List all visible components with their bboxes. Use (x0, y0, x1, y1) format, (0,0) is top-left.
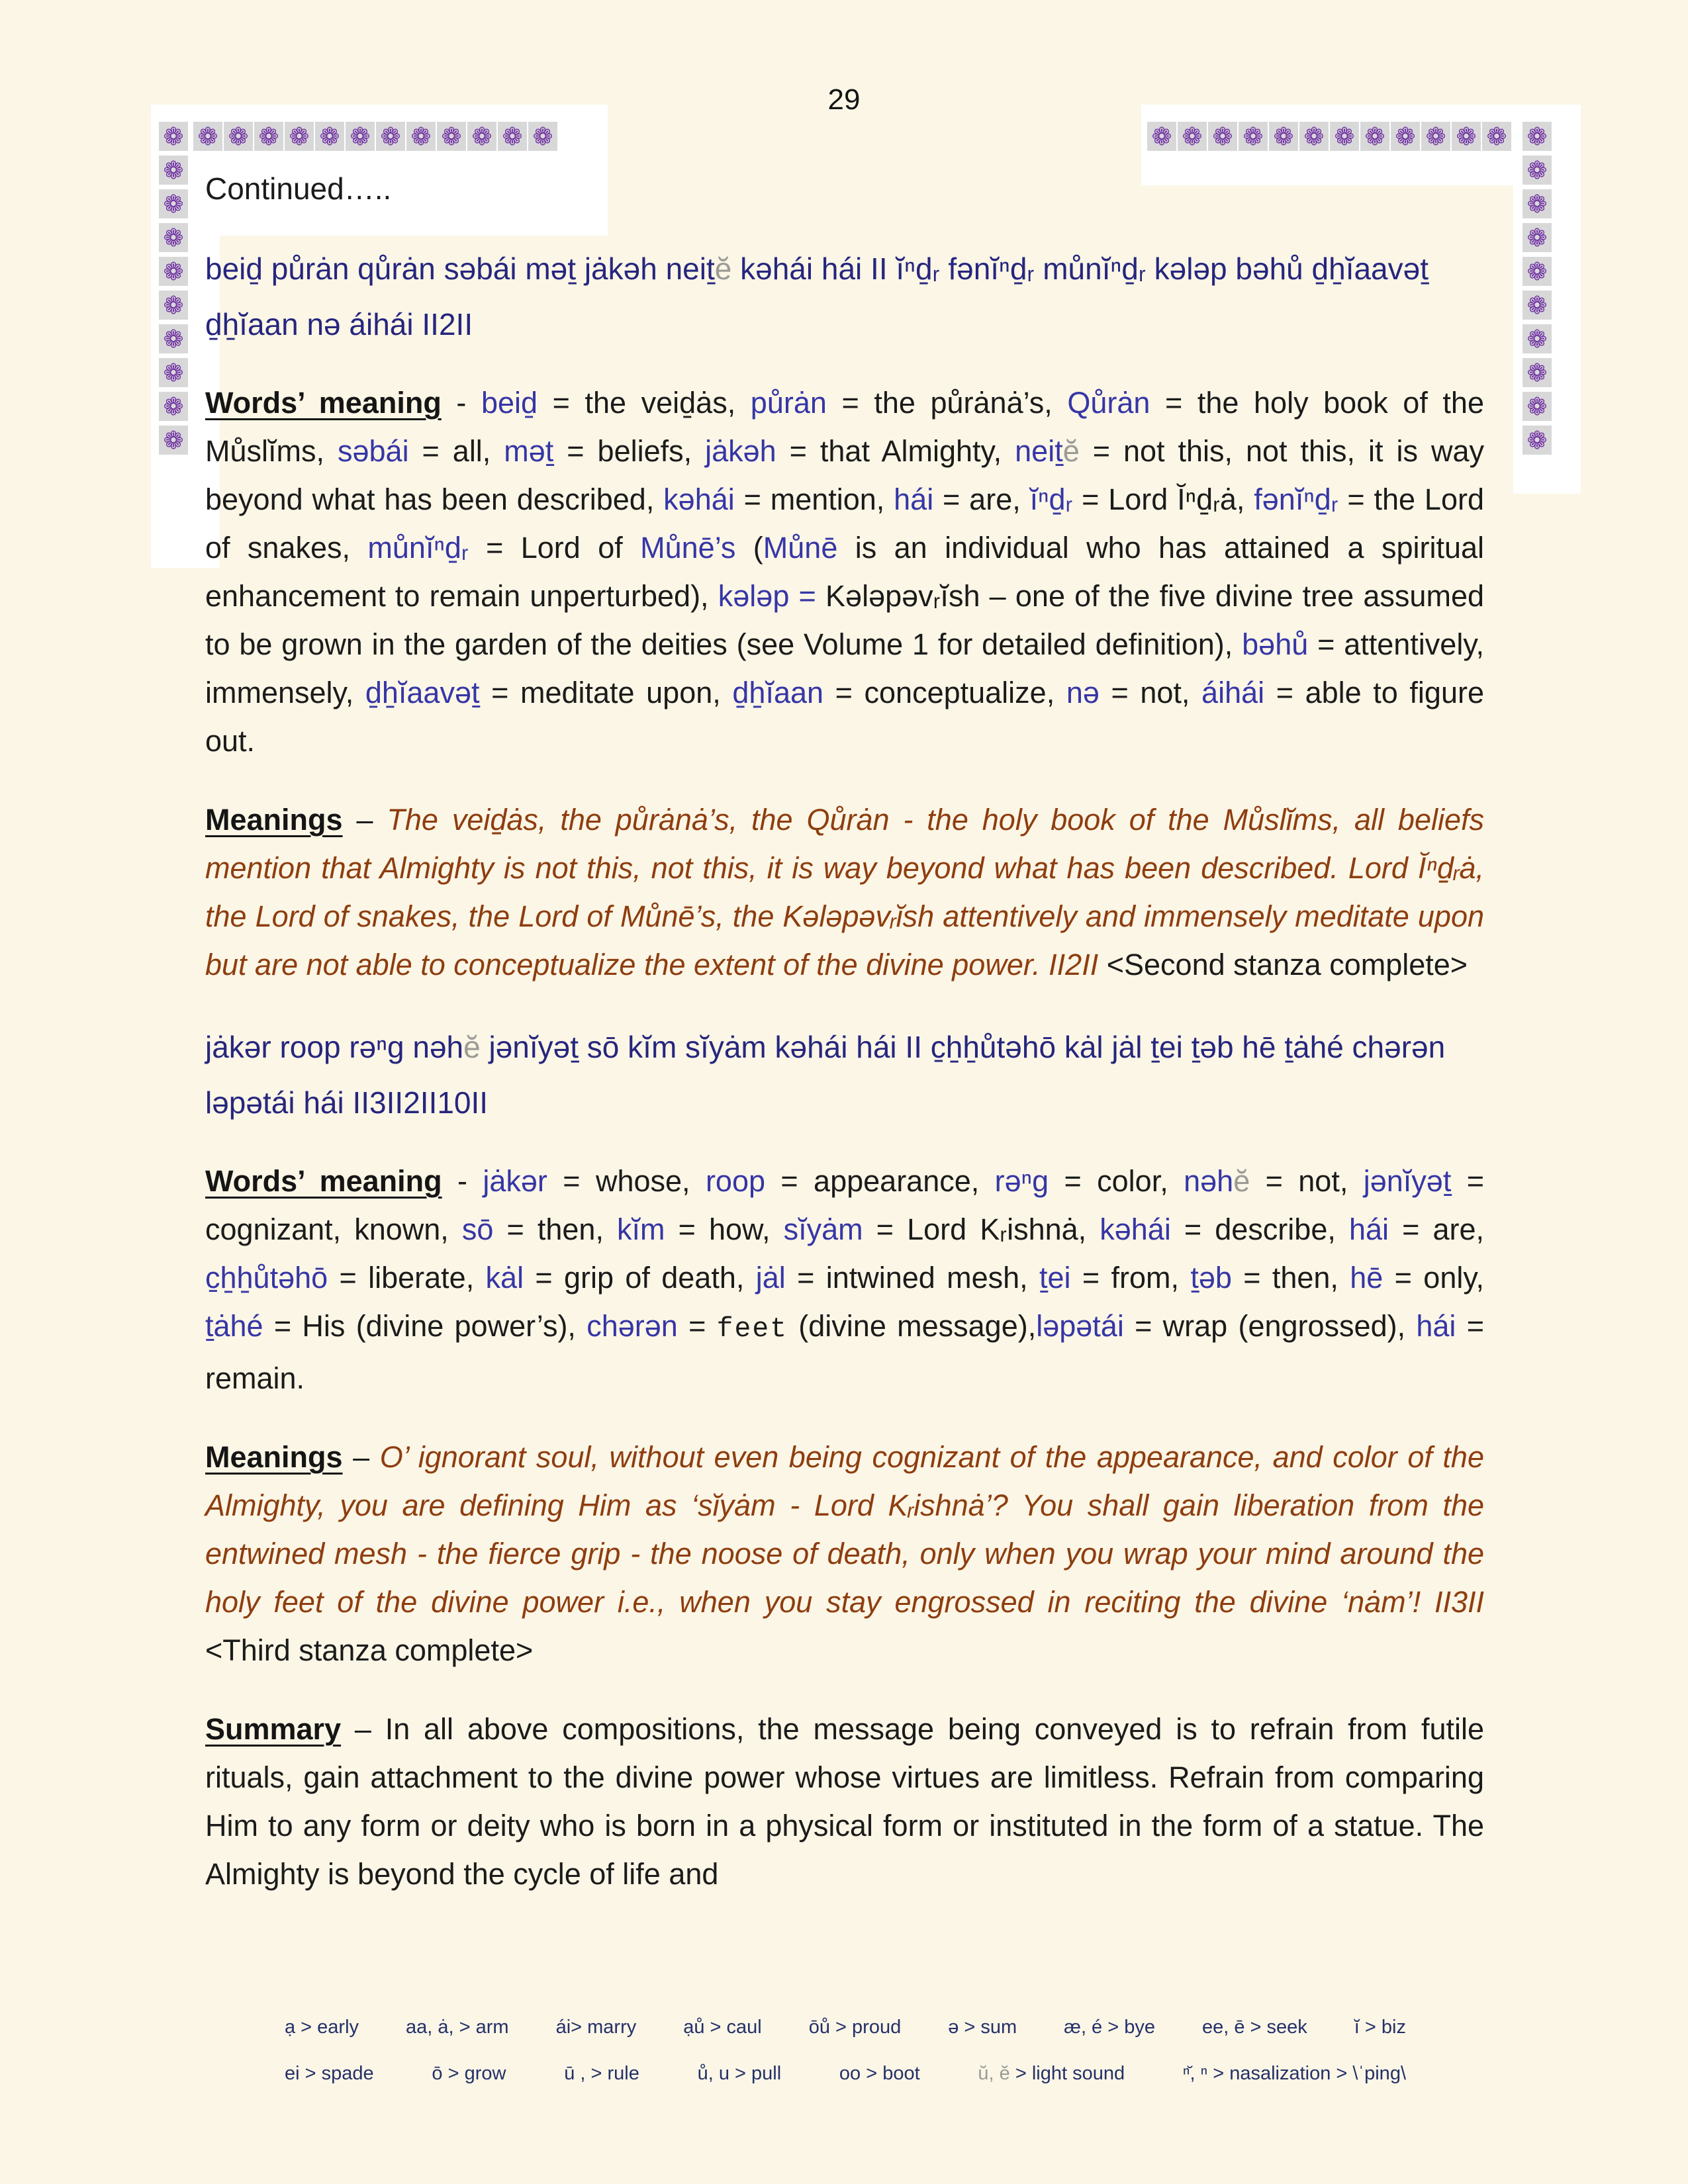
text-segment: – (342, 803, 387, 837)
text-segment: ĕ (1233, 1164, 1250, 1198)
text-segment: sĭyȧm (783, 1212, 863, 1246)
text-segment: ū , > rule (564, 2063, 639, 2084)
flower-ornament-icon: ❁ (1421, 122, 1450, 151)
text-segment: = not, (1099, 676, 1202, 709)
text-segment: = all, (408, 434, 504, 468)
text-segment: = (677, 1309, 717, 1343)
text-segment: (divine message), (788, 1309, 1037, 1343)
flower-ornament-icon: ❁ (159, 156, 188, 185)
text-segment: hái (1416, 1309, 1456, 1343)
text-segment: məṯ (504, 434, 554, 468)
text-segment: áihái (1201, 676, 1265, 709)
text-segment: = describe, (1170, 1212, 1349, 1246)
text-segment: = beliefs, (553, 434, 706, 468)
text-segment: = able to figure out. (205, 676, 1484, 758)
text-segment: ləpətái (1036, 1309, 1124, 1343)
flower-ornament-icon: ❁ (528, 122, 557, 151)
words-meaning-2 (205, 1157, 1484, 1402)
flower-ornament-icon: ❁ (1269, 122, 1298, 151)
border-top-right (1147, 122, 1511, 151)
text-segment: = meditate upon, (479, 676, 733, 709)
flower-ornament-icon: ❁ (1482, 122, 1511, 151)
text-segment: rəⁿg (994, 1164, 1049, 1198)
pronunciation-item (285, 2062, 374, 2085)
text-segment: ĕ (714, 251, 732, 286)
text-segment: ə > sum (948, 2017, 1017, 2038)
text-segment: hē (1350, 1261, 1383, 1295)
flower-ornament-icon: ❁ (159, 358, 188, 387)
text-segment: kələp (718, 579, 790, 613)
text-segment: kəhái (1100, 1212, 1171, 1246)
text-segment: Meanings (205, 1440, 343, 1474)
text-segment: = remain. (205, 1309, 1484, 1395)
text-segment: Words’ meaning (205, 1164, 442, 1198)
text-segment: ĭ > biz (1354, 2017, 1406, 2038)
text-segment: – In all above compositions, the message being conveyed is to refrain from futile rituals, gain attachment to the divine power whose virtues are limitless. Refrain from comparing Him to any form or deity who is born in a physical form or instituted in the form of a statue. The Almighty is beyond the cycle of life and (205, 1712, 1484, 1891)
flower-ornament-icon: ❁ (159, 291, 188, 320)
pronunciation-item (285, 2016, 359, 2038)
text-segment: = the holy book of the Můslĭms, (205, 386, 1484, 468)
text-segment: = from, (1070, 1261, 1191, 1295)
pronunciation-guide (285, 2016, 1406, 2085)
text-segment: neiṯ (1015, 434, 1063, 468)
text-segment: Words’ meaning (205, 386, 442, 420)
flower-ornament-icon: ❁ (1178, 122, 1207, 151)
flower-ornament-icon: ❁ (1523, 426, 1552, 455)
flower-ornament-icon: ❁ (1523, 392, 1552, 421)
flower-ornament-icon: ❁ (285, 122, 314, 151)
text-segment: roop (705, 1164, 766, 1198)
flower-ornament-icon: ❁ (159, 122, 188, 151)
text-segment: hái (894, 482, 934, 516)
pronunciation-item (1354, 2016, 1406, 2038)
text-segment: Můnē’s (640, 531, 736, 565)
flower-ornament-icon: ❁ (254, 122, 283, 151)
text-segment: nəh (1184, 1164, 1234, 1198)
flower-ornament-icon: ❁ (406, 122, 436, 151)
text-segment: = that Almighty, (776, 434, 1015, 468)
text-segment: ạ > early (285, 2017, 359, 2038)
text-segment: jȧkəh (705, 434, 776, 468)
text-segment: = then, (493, 1212, 618, 1246)
text-segment: = intwined mesh, (785, 1261, 1040, 1295)
text-segment: beiḏ (481, 386, 538, 420)
guide-row-2 (285, 2062, 1406, 2085)
text-segment: = not this, not this, it is way beyond what has been described, (205, 434, 1484, 516)
text-segment (789, 579, 798, 613)
flower-ornament-icon: ❁ (159, 257, 188, 286)
text-segment: = grip of death, (524, 1261, 756, 1295)
flower-ornament-icon: ❁ (1360, 122, 1389, 151)
text-segment: = then, (1231, 1261, 1350, 1295)
pronunciation-item (1064, 2016, 1155, 2038)
continued-label: Continued….. (205, 171, 392, 206)
verse-2 (205, 1019, 1484, 1130)
text-segment: jənĭyəṯ sō kĭm sĭyȧm kəhái hái II c̱ẖẖůtəhō kȧl jȧl ṯei ṯəb hē ṯȧhé chərən ləpətái hái II3II2II10II (205, 1030, 1446, 1120)
text-segment: jȧkər (483, 1164, 547, 1198)
flower-ornament-icon: ❁ (159, 426, 188, 455)
text-segment: = His (divine power’s), (263, 1309, 587, 1343)
text-segment: ĕ (1062, 434, 1080, 468)
text-segment: ů, u > pull (697, 2063, 782, 2084)
flower-ornament-icon: ❁ (1523, 156, 1552, 185)
text-segment: hái (1348, 1212, 1389, 1246)
text-segment: ạů > caul (683, 2017, 762, 2038)
text-segment: ei > spade (285, 2063, 374, 2084)
text-segment: - (442, 1164, 483, 1198)
text-segment: ee, ē > seek (1201, 2017, 1307, 2038)
text-segment: = the půrȧnȧ’s, (826, 386, 1068, 420)
text-segment: chərən (586, 1309, 678, 1343)
text-segment: kȧl (485, 1261, 524, 1295)
text-segment: nə (1066, 676, 1100, 709)
text-segment: = whose, (547, 1164, 706, 1198)
text-segment: c̱ẖẖůtəhō (205, 1261, 328, 1295)
pronunciation-item (556, 2016, 637, 2038)
text-segment: ŭ, ĕ (978, 2063, 1015, 2084)
guide-row-1 (285, 2016, 1406, 2038)
text-segment: = how, (665, 1212, 784, 1246)
flower-ornament-icon: ❁ (1330, 122, 1359, 151)
flower-ornament-icon: ❁ (1523, 291, 1552, 320)
meanings-2 (205, 1433, 1484, 1674)
content-blocks (205, 241, 1484, 1898)
flower-ornament-icon: ❁ (1239, 122, 1268, 151)
text-segment: ṯəb (1190, 1261, 1232, 1295)
flower-ornament-icon: ❁ (437, 122, 466, 151)
text-segment: = Lord of (468, 531, 641, 565)
flower-ornament-icon: ❁ (498, 122, 527, 151)
pronunciation-item (839, 2062, 920, 2085)
content (205, 171, 1484, 1929)
pronunciation-item (1202, 2016, 1307, 2038)
flower-ornament-icon: ❁ (346, 122, 375, 151)
text-segment: ō > grow (432, 2063, 506, 2084)
text-segment: = liberate, (328, 1261, 486, 1295)
pronunciation-item (1183, 2062, 1406, 2085)
pronunciation-item (564, 2062, 639, 2085)
border-top-left (193, 122, 557, 151)
flower-ornament-icon: ❁ (1391, 122, 1420, 151)
text-segment: beiḏ půrȧn qůrȧn səbái məṯ jȧkəh neiṯ (205, 251, 715, 286)
pronunciation-item (406, 2016, 509, 2038)
text-segment: Meanings (205, 803, 343, 837)
flower-ornament-icon: ❁ (193, 122, 222, 151)
pronunciation-item (698, 2062, 782, 2085)
pronunciation-item (948, 2016, 1017, 2038)
pronunciation-item (809, 2016, 901, 2038)
text-segment: ⁿ̆, ⁿ > nasalization > \ˈping\ (1182, 2063, 1406, 2084)
flower-ornament-icon: ❁ (1523, 122, 1552, 151)
text-segment: = only, (1383, 1261, 1485, 1295)
text-segment: bəhů (1242, 627, 1309, 661)
verse-1 (205, 241, 1484, 352)
pronunciation-item (978, 2062, 1125, 2085)
page-number: 29 (827, 83, 861, 116)
border-right (1523, 122, 1552, 455)
text-segment: ṯȧhé (205, 1309, 263, 1343)
flower-ornament-icon: ❁ (1523, 189, 1552, 218)
text-segment: = appearance, (765, 1164, 995, 1198)
text-segment: ĭⁿḏᵣ (1029, 482, 1073, 516)
text-segment: fənĭⁿḏᵣ (1254, 482, 1338, 516)
text-segment: > light sound (1015, 2063, 1125, 2084)
text-segment: ōů > proud (808, 2017, 902, 2038)
text-segment: půrȧn (750, 386, 827, 420)
text-segment: jȧkər roop rəⁿg nəh (205, 1030, 464, 1064)
text-segment: = the veiḏȧs, (538, 386, 751, 420)
text-segment: oo > boot (839, 2063, 920, 2084)
text-segment: səbái (337, 434, 409, 468)
text-segment: = are, (933, 482, 1030, 516)
text-segment: aa, ȧ, > arm (406, 2017, 509, 2038)
flower-ornament-icon: ❁ (467, 122, 496, 151)
text-segment: sō (461, 1212, 494, 1246)
text-segment: jȧl (755, 1261, 786, 1295)
text-segment: = attentively, immensely, (205, 627, 1484, 709)
flower-ornament-icon: ❁ (1523, 358, 1552, 387)
text-segment: Qůrȧn (1067, 386, 1150, 420)
text-segment: æ, é > bye (1064, 2017, 1155, 2038)
flower-ornament-icon: ❁ (1147, 122, 1176, 151)
flower-ornament-icon: ❁ (224, 122, 253, 151)
flower-ornament-icon: ❁ (1208, 122, 1237, 151)
text-segment: Kələpəvᵣĭsh – one of the five divine tree assumed to be grown in the garden of the deities (see Volume 1 for detailed definition), (205, 579, 1484, 661)
flower-ornament-icon: ❁ (1523, 324, 1552, 353)
text-segment: Můnē (763, 531, 838, 565)
flower-ornament-icon: ❁ (159, 324, 188, 353)
pronunciation-item (432, 2062, 506, 2085)
flower-ornament-icon: ❁ (315, 122, 344, 151)
text-segment: = (798, 579, 816, 613)
text-segment: = Lord Kᵣishnȧ, (863, 1212, 1100, 1246)
text-segment: - (441, 386, 481, 420)
text-segment: = color, (1049, 1164, 1184, 1198)
text-segment: kəhái (663, 482, 735, 516)
text-segment: The veiḏȧs, the půrȧnȧ’s, the Qůrȧn - the holy book of the Můslĭms, all beliefs mention that Almighty is not this, not this, it is way beyond what has been described. Lord Ĭⁿḏᵣȧ, the Lord of snakes, the Lord of Můnē’s, the Kələpəvᵣĭsh attentively and immensely meditate upon but are not able to conceptualize the extent of the divine power. II2II (205, 803, 1484, 981)
text-segment: = are, (1389, 1212, 1484, 1246)
text-segment: ái> marry (555, 2017, 637, 2038)
border-left (159, 122, 188, 455)
text-segment: ḏẖĭaavəṯ (365, 676, 480, 709)
flower-ornament-icon: ❁ (1299, 122, 1329, 151)
text-segment: Summary (205, 1712, 342, 1746)
text-segment: ĕ (463, 1030, 481, 1064)
text-segment: = conceptualize, (823, 676, 1066, 709)
text-segment: <Second stanza complete> (1106, 948, 1468, 981)
flower-ornament-icon: ❁ (1523, 223, 1552, 252)
text-segment: ṯei (1039, 1261, 1071, 1295)
text-segment: = cognizant, known, (205, 1164, 1484, 1246)
flower-ornament-icon: ❁ (1523, 257, 1552, 286)
text-segment: ( (735, 531, 763, 565)
text-segment: = Lord Ĭⁿḏᵣȧ, (1072, 482, 1254, 516)
flower-ornament-icon: ❁ (159, 392, 188, 421)
text-segment: = mention, (734, 482, 894, 516)
flower-ornament-icon: ❁ (1452, 122, 1481, 151)
text-segment: is an individual who has attained a spiritual enhancement to remain unperturbed), (205, 531, 1485, 613)
flower-ornament-icon: ❁ (159, 223, 188, 252)
text-segment: = the Lord of snakes, (205, 482, 1484, 565)
summary (205, 1705, 1484, 1898)
text-segment: = not, (1250, 1164, 1364, 1198)
text-segment: můnĭⁿḏᵣ (367, 531, 469, 565)
words-meaning-1 (205, 379, 1484, 765)
text-segment: jənĭyəṯ (1363, 1164, 1452, 1198)
text-segment: = wrap (engrossed), (1123, 1309, 1417, 1343)
text-segment: kəhái hái II ĭⁿḏᵣ fənĭⁿḏᵣ můnĭⁿḏᵣ kələp bəhů ḏẖĭaavəṯ ḏẖĭaan nə áihái II2II (205, 251, 1429, 341)
flower-ornament-icon: ❁ (159, 189, 188, 218)
text-segment: feet (716, 1314, 788, 1345)
text-segment: kĭm (617, 1212, 665, 1246)
text-segment: ḏẖĭaan (732, 676, 824, 709)
text-segment: <Third stanza complete> (205, 1633, 534, 1667)
text-segment: – (342, 1440, 380, 1474)
flower-ornament-icon: ❁ (376, 122, 405, 151)
pronunciation-item (683, 2016, 762, 2038)
meanings-1 (205, 796, 1484, 989)
text-segment: O’ ignorant soul, without even being cognizant of the appearance, and color of the Almighty, you are defining Him as ‘sĭyȧm - Lord Kᵣishnȧ’? You shall gain liberation from the entwined mesh - the fierce grip - the noose of death, only when you wrap your mind around the holy feet of the divine power i.e., when you stay engrossed in reciting the divine ‘nȧm’! II3II (205, 1440, 1484, 1619)
